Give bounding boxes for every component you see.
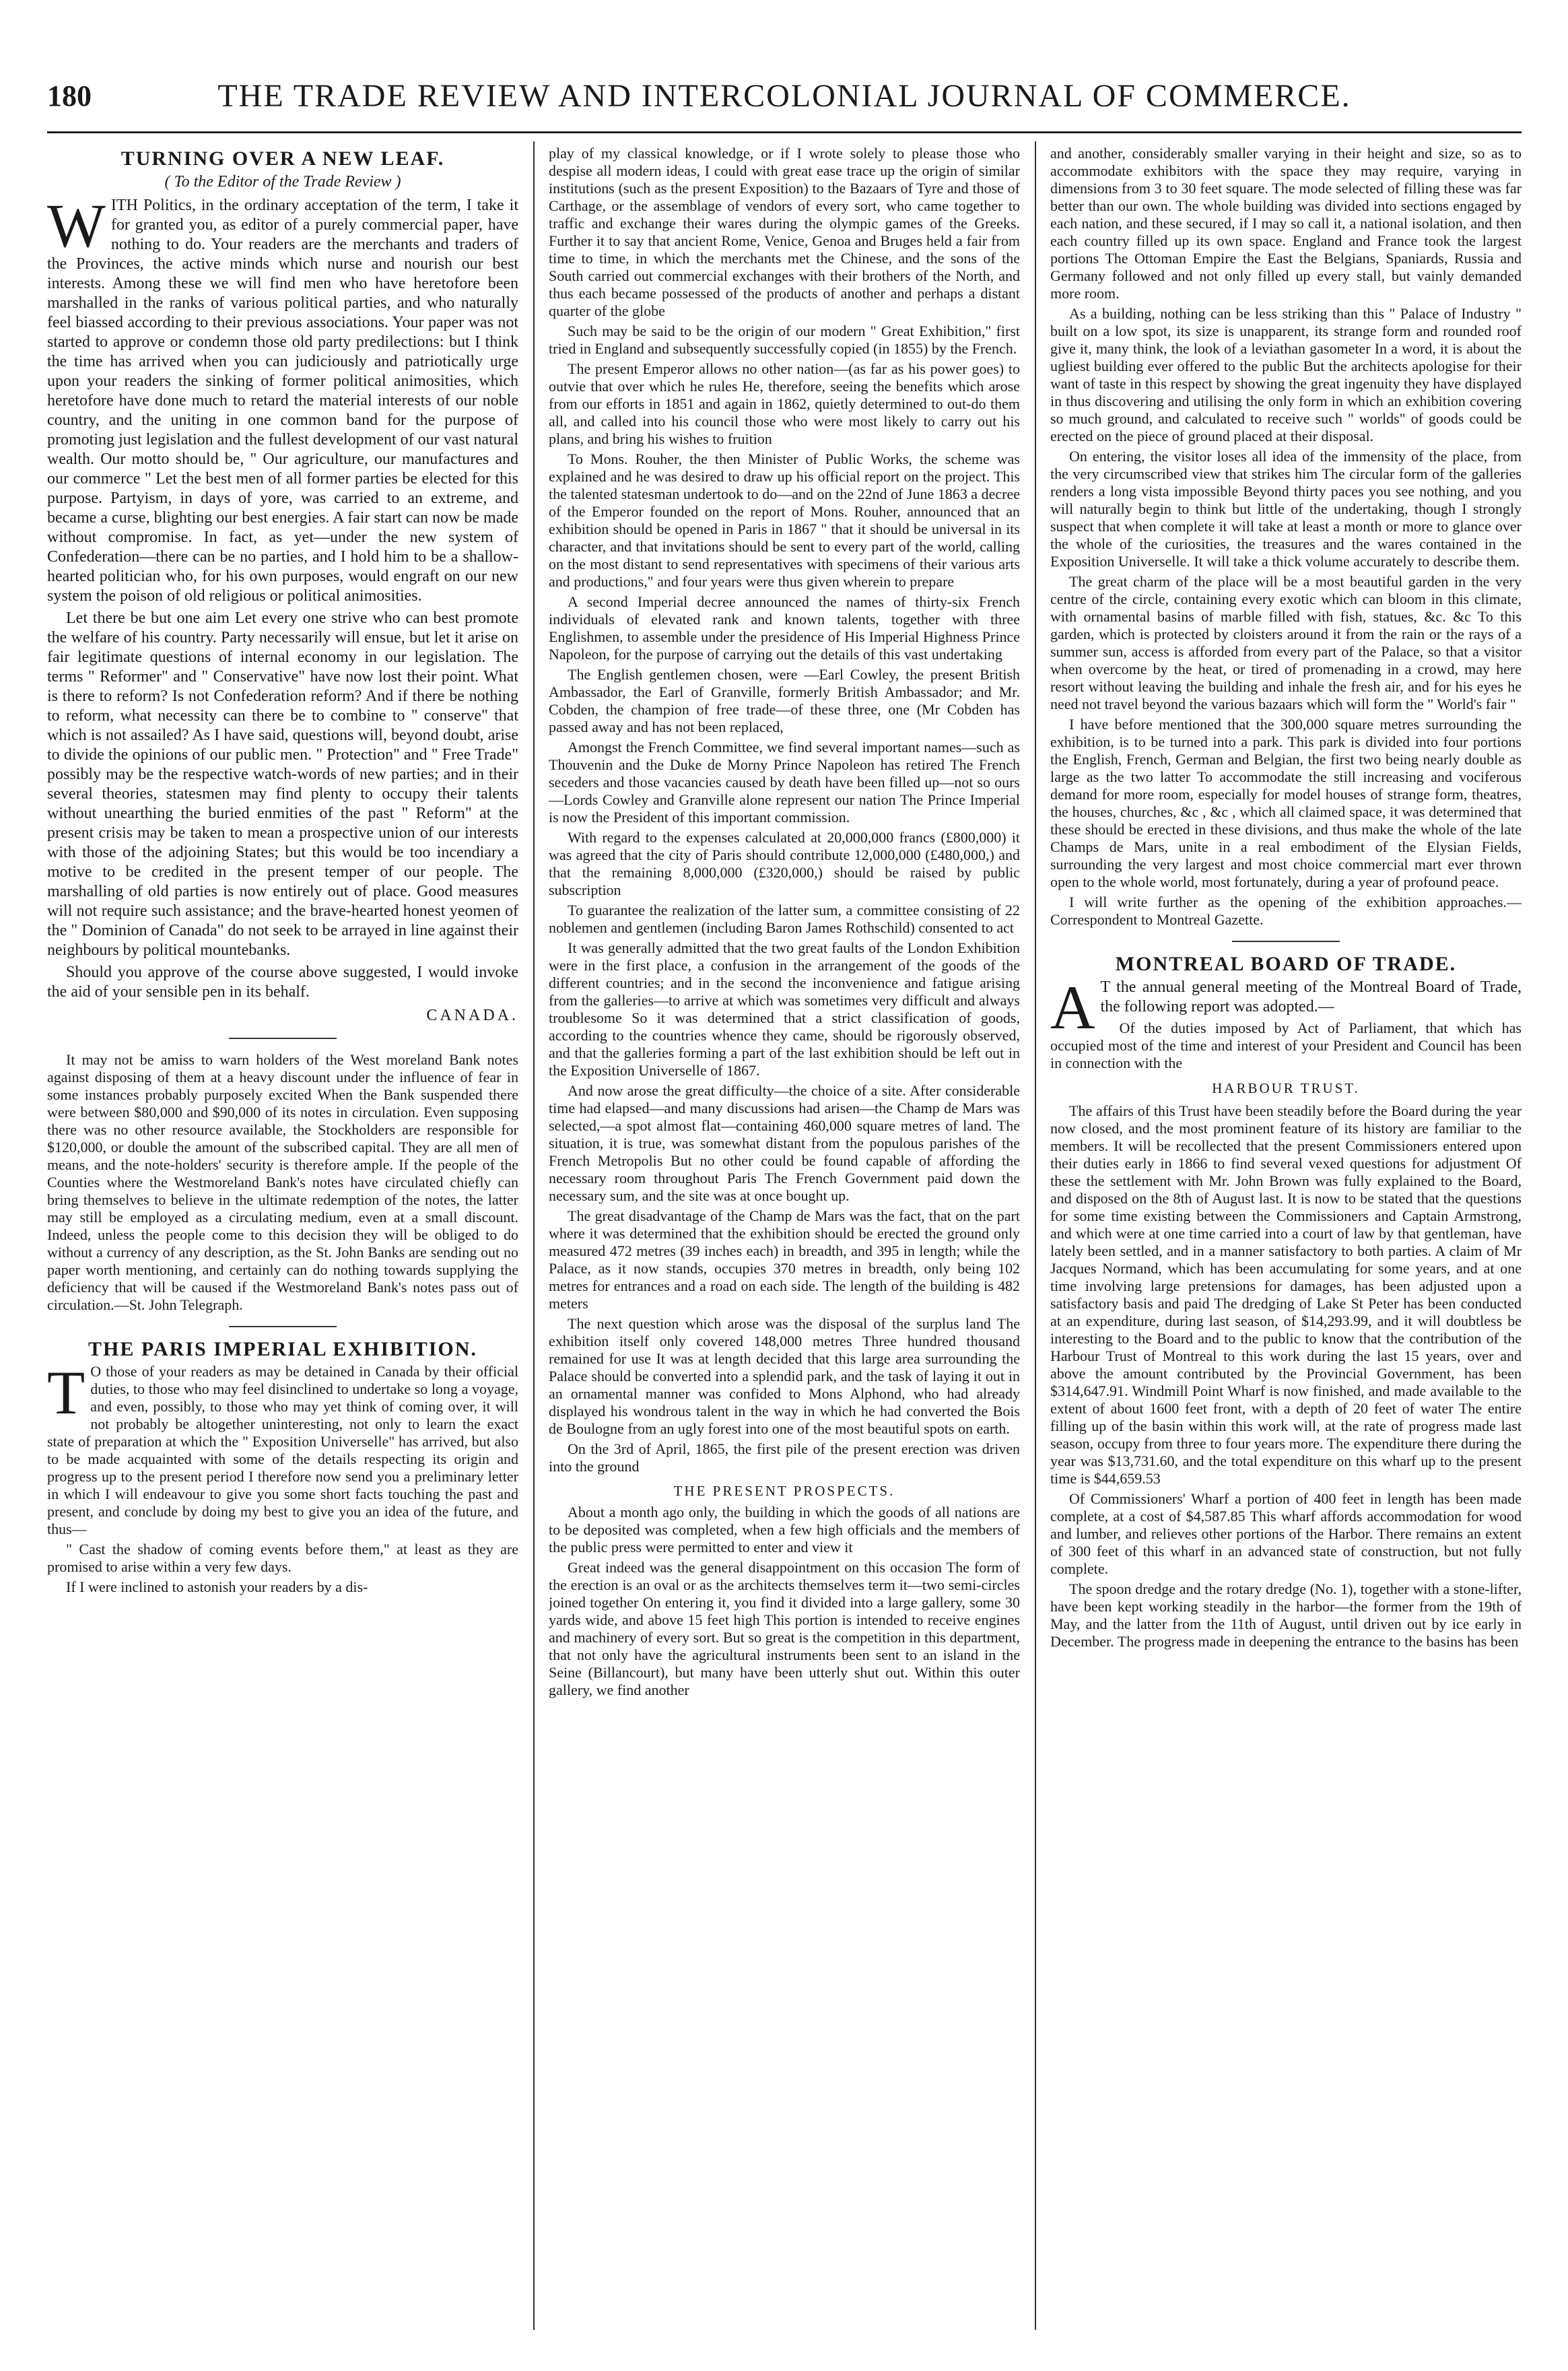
article-paragraph: I will write further as the opening of the exhibition approaches.—Correspondent to Montreal Gazette. <box>1050 894 1522 928</box>
article-subtitle: ( To the Editor of the Trade Review ) <box>164 173 401 191</box>
column-1 <box>47 145 518 2327</box>
article-title: MONTREAL BOARD OF TRADE. <box>1115 953 1457 975</box>
article-paragraph: To guarantee the realization of the latter sum, a committee consisting of 22 noblemen and gentlemen (including Baron James Rothschild) consented to act <box>549 902 1020 936</box>
article-paragraph: The next question which arose was the disposal of the surplus land The exhibition itself only covered 148,000 metres Three hundred thousand remained for use It was at length decided that this large area surrounding the Palace should be converted into a splendid park, and the task of laying it out in an ornamental manner was confided to Mons Alphond, who had already displayed his wondrous talent in the way in which he had converted the Bois de Boulogne from an ugly forest into one of the most beautiful spots on earth. <box>549 1315 1020 1437</box>
divider <box>1232 941 1340 942</box>
article-paragraph: To Mons. Rouher, the then Minister of Public Works, the scheme was explained and he was desired to draw up his official report on the project. This the talented statesman undertook to do—and on the 22nd of June 1863 a decree of the Emperor founded on the report of Mons. Rouher, announced that an exhibition should be opened in Paris in 1867 " that it should be universal in its character, and that invitations should be sent to every part of the world, calling on the most distant to send representatives with specimens of their various arts and productions," and four years were thus given wherein to prepare <box>549 450 1020 590</box>
article-paragraph: I have before mentioned that the 300,000 square metres surrounding the exhibition, is to be turned into a park. This park is divided into four portions the English, French, German and Belgian, the first two being nearly double as large as the two latter To accommodate the still increasing and vociferous demand for more room, especially for model houses of strange form, theatres, the houses, churches, &c , &c , which all claimed space, it was determined that these should be erected in these divisions, and thus make the whole of the late Champs de Mars, unite in a real embodiment of the Elysian Fields, surrounding the very largest and most choice commercial mart ever thrown open to the whole world, most fortunately, during a year of profound peace. <box>1050 716 1522 890</box>
article-paragraph: WITH Politics, in the ordinary acceptation of the term, I take it for granted you, as editor of a purely commercial paper, have nothing to do. Your readers are the merchants and traders of the Provinces, the active minds which nurse and nourish our best interests. Among these we will find men who have heretofore been marshalled in the ranks of various political parties, and who naturally feel biassed according to their previous associations. Your paper was not started to approve or condemn those old party predilections: but I think the time has arrived when you can judiciously and patriotically urge upon your readers the sinking of former political animosities, which heretofore have done much to retard the material interests of our noble country, and the uniting in one common band for the purpose of promoting just legislation and the fullest development of our vast natural wealth. Our motto should be, " Our agriculture, our manufactures and our commerce " Let the best men of all former parties be elected for this purpose. Partyism, in days of yore, was carried to an extreme, and became a curse, blighting our best energies. A fair start can now be made without compromise. In fact, as yet—under the new system of Confederation—there can be no parties, and I hold him to be a shallow-hearted politician who, for his own purposes, would engraft on our new system the poison of old religious or political animosities. <box>47 191 518 605</box>
article-paragraph: A T the annual general meeting of the Montreal Board of Trade, the following report was adopted.— <box>1050 973 1522 1042</box>
news-note: It may not be amiss to warn holders of the West moreland Bank notes against disposing of them at a heavy discount under the influence of fear in some instances probably purposely excited When the Bank suspended there were between $80,000 and $90,000 of its notes in circulation. Even supposing there was no other resource available, the Stockholders are responsible for $120,000, or double the amount of the subscribed capital. They are all men of means, and the note-holders' security is therefore ample. If the people of the Counties where the Westmoreland Bank's notes have circulated chiefly can bring themselves to believe in the ultimate redemption of the notes, the latter may still be employed as a circulating medium, even at a small discount. Indeed, unless the people come to this decision they will be obliged to do without a currency of any description, as the St. John Banks are sending out no paper worth mentioning, and certainly can do nothing towards supplying the deficiency that will be caused if the Westmoreland Bank's notes pass out of circulation.—St. John Telegraph. <box>47 1051 518 1313</box>
article-paragraph: play of my classical knowledge, or if I wrote solely to please those who despise all modern ideas, I could with great ease trace up the origin of similar institutions (such as the present Exposition) to the Bazaars of Tyre and those of Carthage, or the assemblage of vendors of every sort, who came together to traffic and exchange their wares during the olympic games of the Greeks. Further it to say that ancient Rome, Venice, Genoa and Bruges held a fair from time to time, in which the merchants met the Chinese, and the sons of the South carried out commercial exchanges with their brothers of the North, and thus each became possessed of the products of another and perhaps a distant quarter of the globe <box>549 145 1020 319</box>
column-separator <box>1035 141 1036 2330</box>
article-title: TURNING OVER A NEW LEAF. <box>121 147 445 170</box>
newspaper-page <box>47 64 1522 2340</box>
drop-cap: W <box>47 191 106 260</box>
article-title: THE PARIS IMPERIAL EXHIBITION. <box>88 1338 477 1360</box>
article-paragraph: The great disadvantage of the Champ de Mars was the fact, that on the part where it was determined that the exhibition should be erected the ground only measured 472 metres (39 inches each) in breadth, and 395 in length; while the Palace, as it now stands, occupies 370 metres in breadth, only being 102 metres for entrances and a road on each side. The length of the building is 482 meters <box>549 1207 1020 1312</box>
article-paragraph: About a month ago only, the building in which the goods of all nations are to be deposited was completed, when a few high officials and the members of the public press were permitted to enter and view it <box>549 1504 1020 1556</box>
drop-cap: A <box>1050 973 1095 1042</box>
divider <box>229 1038 337 1039</box>
article-paragraph: and another, considerably smaller varying in their height and size, so as to accommodate exhibitors with the space they may require, varying in dimensions from 3 to 30 feet square. The mode selected of filling these was far better than our own. The whole building was divided into sections engaged by each nation, and these secured, if I may so call it, a national isolation, and then each country filled up its own space. England and France took the largest portions The Ottoman Empire the East the Belgians, Spaniards, Russia and Germany followed and not only filled up every stall, but vainly demanded more room. <box>1050 145 1522 302</box>
article-paragraph: On the 3rd of April, 1865, the first pile of the present erection was driven into the ground <box>549 1440 1020 1475</box>
divider <box>229 1326 337 1327</box>
article-paragraph: It was generally admitted that the two great faults of the London Exhibition were in the first place, a confusion in the arrangement of the goods of the different countries; and in the second the inconvenience and fatigue arising from the galleries—to arrive at which was sometimes very difficult and always troublesome So it was determined that a strict classification of goods, according to the countries whence they came, should be rigorously observed, and that the galleries forming a part of the last exhibition should be left out in the Exposition Universelle of 1867. <box>549 939 1020 1079</box>
article-paragraph: The spoon dredge and the rotary dredge (No. 1), together with a stone-lifter, have been kept working steadily in the harbor—the former from the 19th of May, and the latter from the 11th of August, until driven out by ice early in December. The progress made in deepening the entrance to the basins has been <box>1050 1580 1522 1650</box>
article-paragraph: The present Emperor allows no other nation—(as far as his power goes) to outvie that over which he rules He, therefore, seeing the benefits which arose from our efforts in 1851 and again in 1862, quietly determined to out-do them all, and called into his council those who were most likely to carry out his plans, and bring his wishes to fruition <box>549 360 1020 447</box>
article-paragraph: A second Imperial decree announced the names of thirty-six French individuals of elevated rank and known talents, together with three Englishmen, to assemble under the presidence of His Imperial Highness Prince Napoleon, for the purpose of carrying out the details of this vast undertaking <box>549 593 1020 663</box>
running-title: THE TRADE REVIEW AND INTERCOLONIAL JOURNAL OF COMMERCE. <box>217 78 1351 114</box>
article-paragraph: And now arose the great difficulty—the choice of a site. After considerable time had elapsed—and many discussions had arisen—the Champ de Mars was selected,—a spot almost flat—containing 460,000 square metres of land. The situation, it is true, was somewhat distant from the populous parishes of the French Metropolis But no other could be found capable of affording the necessary room throughout Paris The French Government paid down the necessary sum, and the site was at once bought up. <box>549 1082 1020 1204</box>
article-paragraph: Of Commissioners' Wharf a portion of 400 feet in length has been made complete, at a cost of $4,587.85 This wharf affords accommodation for wood and lumber, and relieves other portions of the Harbor. There remains an extent of 300 feet of this wharf in an advanced state of construction, but not fully complete. <box>1050 1490 1522 1577</box>
article-paragraph: T O those of your readers as may be detained in Canada by their official duties, to those who may feel disinclined to undertake so long a voyage, and even, possibly, to those who may yet think of coming over, it will not probably be altogether uninteresting, not only to learn the exact state of preparation at which the " Exposition Universelle" has arrived, but also to be made acquainted with some of the details respecting its origin and progress up to the present period I therefore now send you a preliminary letter in which I will endeavour to give you some short facts touching the past and present, and conclude by doing my best to give you an idea of the future, and thus— <box>47 1358 518 1537</box>
signature: CANADA. <box>426 1007 518 1024</box>
article-paragraph: On entering, the visitor loses all idea of the immensity of the place, from the very circumscribed view that strikes him The circular form of the galleries renders a long vista impossible Beyond thirty paces you see nothing, and you will naturally begin to think but little of the undertaking, though I strongly suspect that when complete it will take at least a month or more to glance over the whole of the curiosities, the treasures and the wares contained in the Exposition Universelle. It will take a thick volume accurately to describe them. <box>1050 448 1522 570</box>
section-heading: HARBOUR TRUST. <box>1212 1080 1360 1096</box>
article-paragraph: Amongst the French Committee, we find several important names—such as Thouvenin and the Duke de Morny Prince Napoleon has retired The French seceders and those vacancies caused by death have been filled up—not so ours—Lords Cowley and Granville alone represent our nation The Prince Imperial is now the President of this important commission. <box>549 739 1020 826</box>
column-separator <box>533 141 535 2330</box>
column-2 <box>549 145 1020 2327</box>
article-paragraph: Should you approve of the course above suggested, I would invoke the aid of your sensible pen in its behalf. <box>47 964 518 1001</box>
article-paragraph: Let there be but one aim Let every one strive who can best promote the welfare of his country. Party necessarily will ensue, but let it arise on fair legitimate questions of internal economy in our legislation. The terms " Reformer" and " Conservative" have now lost their point. What is there to reform? Is not Confederation reform? And if there be nothing to reform, what necessity can there be to combine to " conserve" that which is not assailed? As I have said, questions will, beyond doubt, arise to divide the opinions of our public men. " Protection" and " Free Trade" possibly may be the respective watch-words of new parties; and in their several theories, statesmen may find plenty to occupy their talents without unearthing the buried enmities of the past " Reform" at the present crisis may be taken to mean a prospective union of our interests with those of the adjoining States; but this would be too incendiary a motive to be credited in the present temper of our people. The marshalling of old parties is now entirely out of place. Good measures will not require such assistance; and the brave-hearted honest yeomen of the " Dominion of Canada" do not seek to be arrayed in line against their neighbours by political mountebanks. <box>47 609 518 959</box>
article-paragraph: " Cast the shadow of coming events before them," at least as they are promised to arise within a very few days. <box>47 1541 518 1575</box>
article-paragraph: If I were inclined to astonish your readers by a dis- <box>66 1578 368 1595</box>
article-paragraph: With regard to the expenses calculated at 20,000,000 francs (£800,000) it was agreed that the city of Paris should contribute 12,000,000 (£480,000,) and that the remaining 8,000,000 (£320,000,) should be raised by public subscription <box>549 829 1020 898</box>
section-heading: THE PRESENT PROSPECTS. <box>673 1483 895 1499</box>
article-paragraph: As a building, nothing can be less striking than this " Palace of Industry " built on a low spot, its size is unapparent, its strange form and rounded roof give it, many think, the look of a leviathan gasometer In a word, it is about the ugliest building ever offered to the public But the architects apologise for their want of taste in this respect by showing the great ingenuity they have displayed in thus discovering and utilising the only form in which an exhibition covering so much ground, and calculated to receive such " worlds" of goods could be erected on the piece of ground placed at their disposal. <box>1050 305 1522 444</box>
article-paragraph: The English gentlemen chosen, were —Earl Cowley, the present British Ambassador, the Earl of Granville, formerly British Ambassador; and Mr. Cobden, the champion of free trade—of these three, one (Mr Cobden has passed away and has not been replaced, <box>549 666 1020 735</box>
article-paragraph: Such may be said to be the origin of our modern " Great Exhibition," first tried in England and subsequently successfully copied (in 1855) by the French. <box>549 323 1020 357</box>
article-paragraph: Great indeed was the general disappointment on this occasion The form of the erection is an oval or as the architects themselves term it—two semi-circles joined together On entering it, you find it divided into a large gallery, some 30 yards wide, and above 15 feet high This portion is intended to receive engines and machinery of every sort. But so great is the competition in this department, that not only have the agricultural instruments been sent to an island in the Seine (Billancourt), but many have been utterly shut out. Within this outer gallery, we find another <box>549 1559 1020 1698</box>
column-3 <box>1050 145 1522 2327</box>
article-paragraph: The great charm of the place will be a most beautiful garden in the very centre of the circle, containing every exotic which can bloom in this climate, with ornamental basins of marble filled with fish, statues, &c. &c To this garden, which is protected by cloisters around it from the rain or the rays of a summer sun, access is afforded from every part of the Palace, so that a visitor when overcome by the heat, or tired of promenading in a crowd, may here resort without leaving the building and inhale the fresh air, and for his eyes he need not travel beyond the various bazaars which will form the " World's fair " <box>1050 573 1522 712</box>
page-header <box>47 64 1522 125</box>
article-paragraph: The affairs of this Trust have been steadily before the Board during the year now closed, and the most prominent feature of its history are familiar to the members. It will be recollected that the present Commissioners entered upon their duties early in 1866 to find several vexed questions for adjustment Of these the settlement with Mr. John Brown was fully explained to the Board, and disposed on the 8th of August last. It is now to be stated that the questions for some time existing between the Commissioners and Captain Armstrong, and which were at one time carried into a court of law by that gentleman, have lately been settled, and in a manner satisfactory to both parties. A claim of Mr Jacques Normand, which has been accumulating for some years, and at one time involving large pretensions for damages, has been adjusted upon a satisfactory basis and paid The dredging of Lake St Peter has been conducted at an expenditure, during last season, of $14,293.99, and it will doubtless be interesting to the Board and to the public to know that the contribution of the Harbour Trust of Montreal to this work during the last 15 years, over and above the amount contributed by the Provincial Government, has been $314,647.91. Windmill Point Wharf is now finished, and made available to the extent of about 1600 feet front, with a depth of 20 feet of water The entire filling up of the basin within this work will, at the rate of progress made last season, occupy from three to four years more. The expenditure there during the year was $13,731.60, and the total expenditure on this wharf up to the present time is $44,659.53 <box>1050 1102 1522 1487</box>
page-number: 180 <box>47 79 92 112</box>
article-paragraph: Of the duties imposed by Act of Parliament, that which has occupied most of the time and interest of your President and Council has been in connection with the <box>1050 1020 1522 1071</box>
drop-cap: T <box>47 1358 86 1427</box>
header-rule <box>47 131 1522 133</box>
